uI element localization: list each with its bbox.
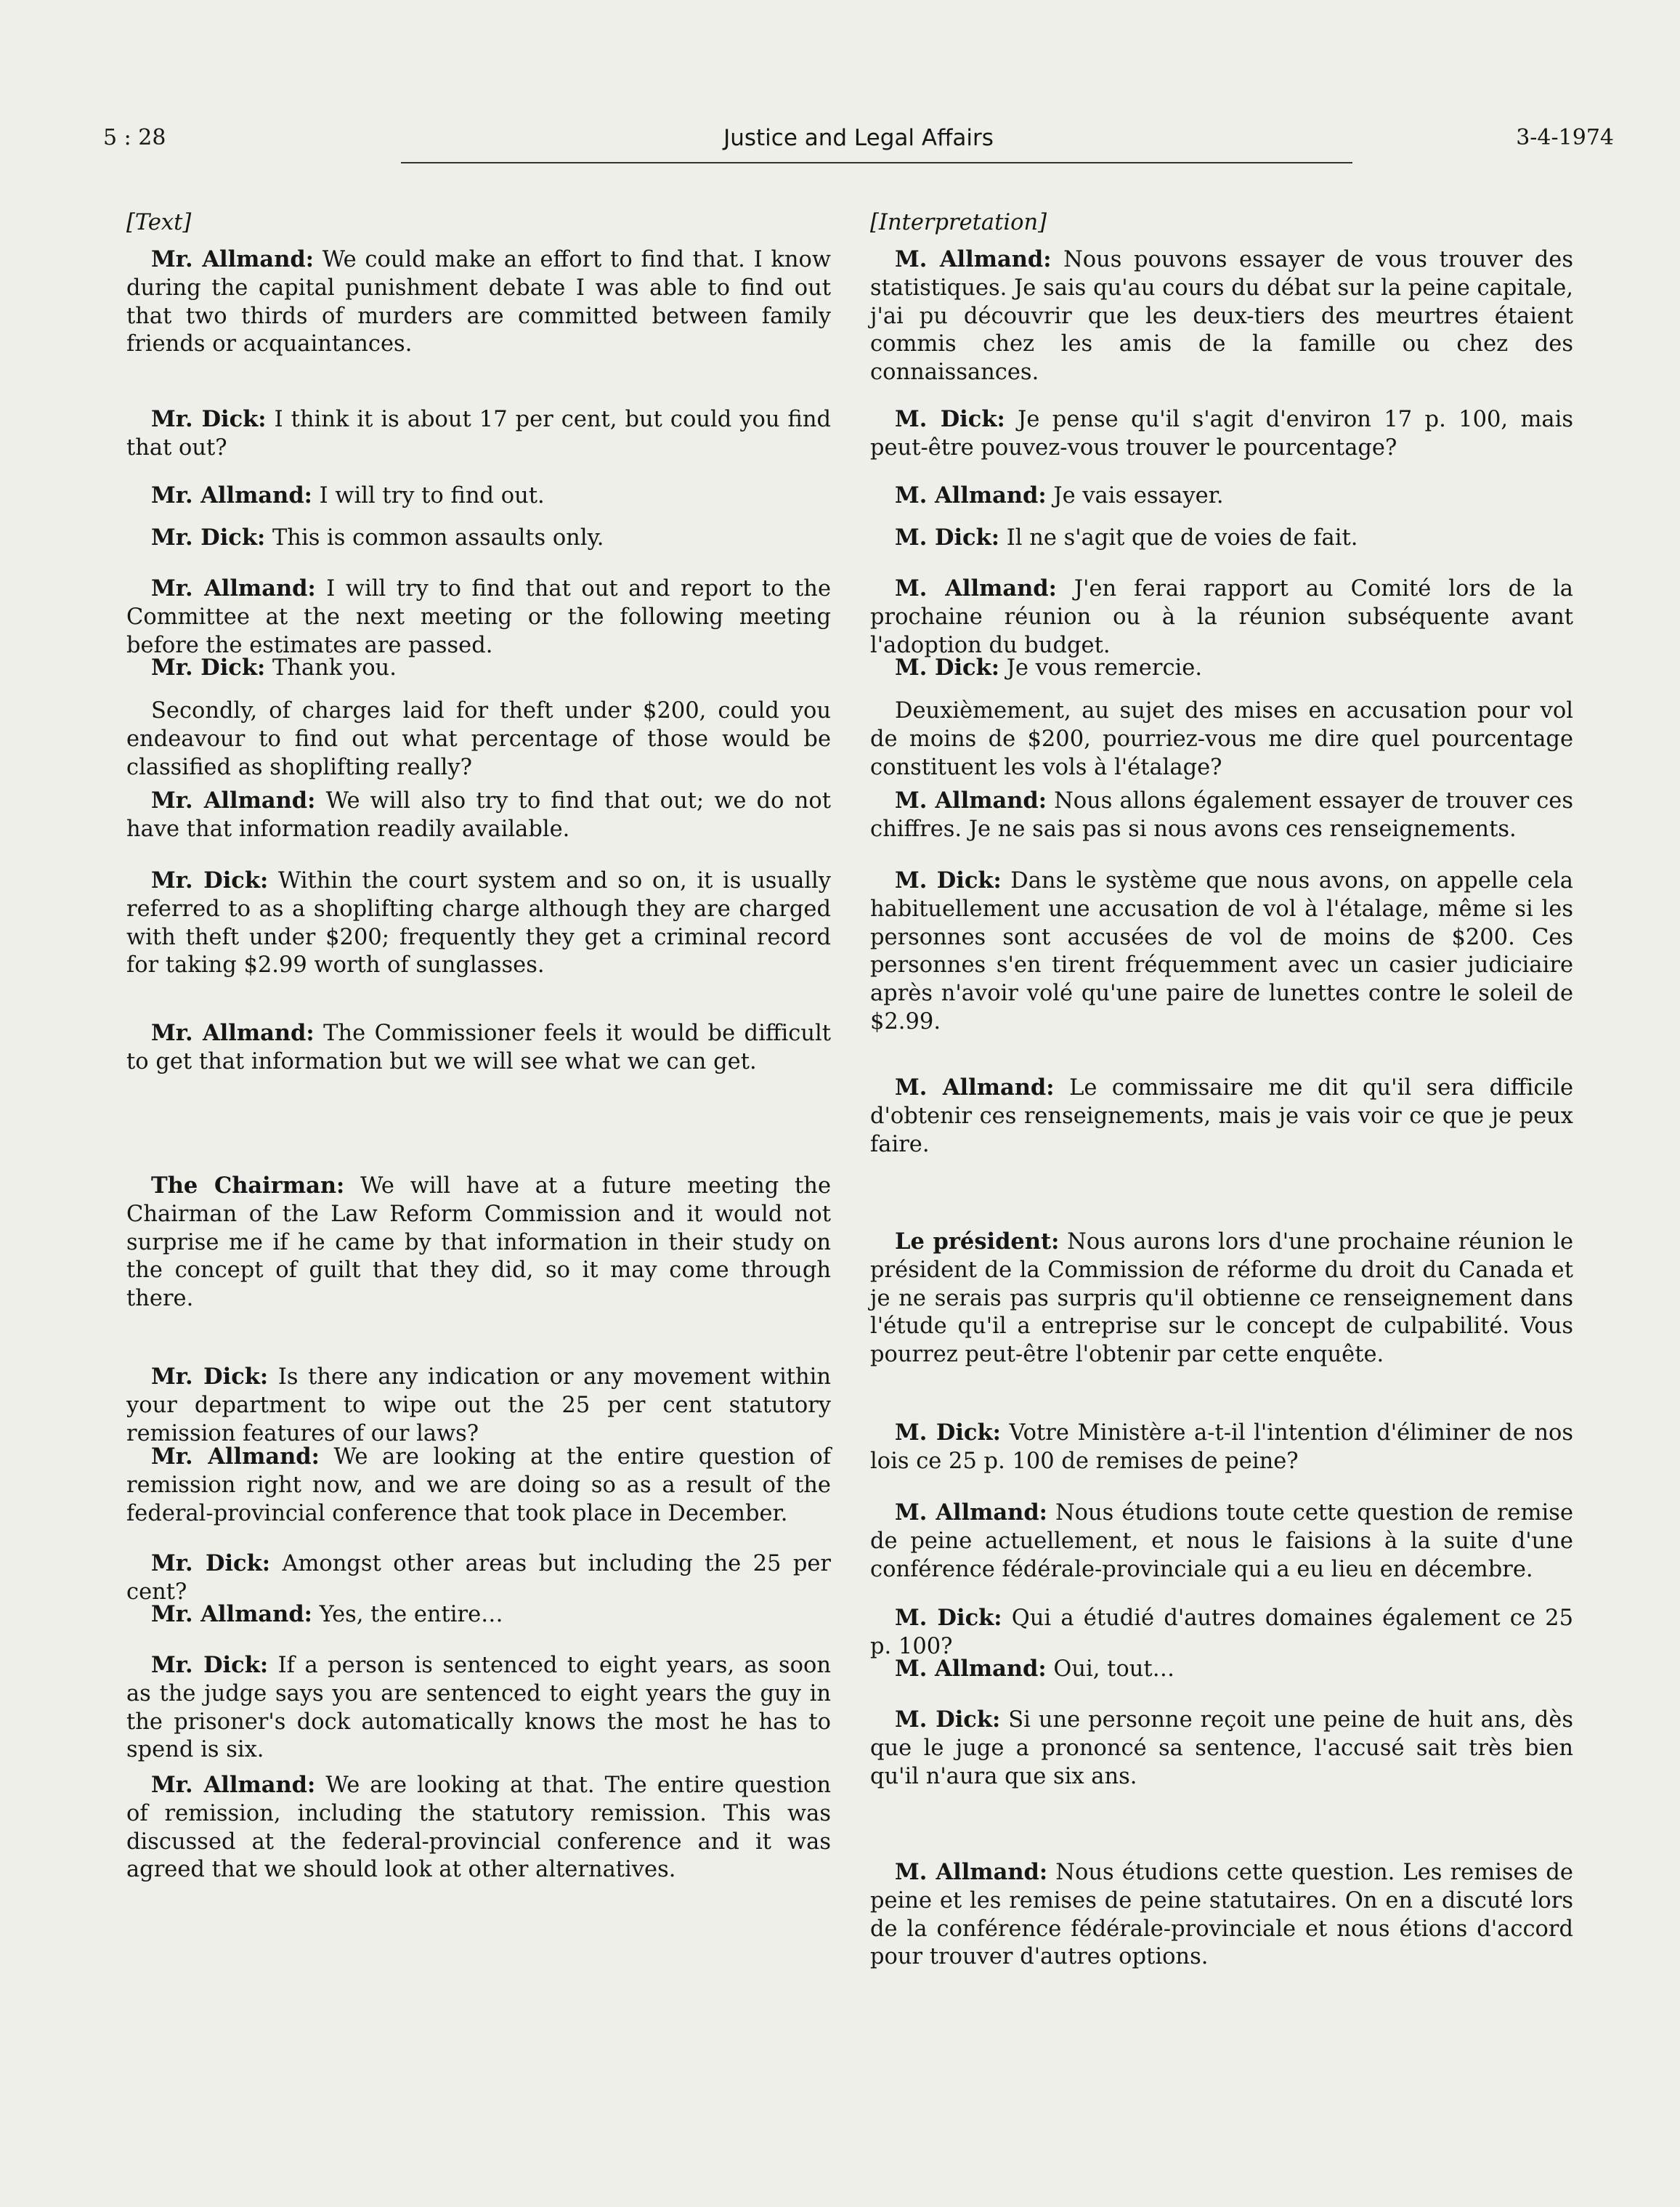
transcript-paragraph — [870, 787, 1573, 844]
transcript-paragraph — [126, 1550, 831, 1607]
speech-text: Je vais essayer. — [1053, 483, 1224, 509]
transcript-paragraph — [126, 482, 831, 511]
page-date: 3-4-1974 — [1516, 125, 1614, 150]
speaker-name: Mr. Dick: — [151, 1550, 270, 1576]
page-header — [103, 125, 1614, 161]
speaker-name: M. Allmand: — [895, 1499, 1047, 1526]
transcript-paragraph — [126, 867, 831, 980]
speaker-name: M. Allmand: — [895, 575, 1057, 602]
running-title: Justice and Legal Affairs — [723, 125, 994, 151]
speech-text: We are looking at the entire question of remission right now, and we are doing so as a result of the federal-provincial conference that took place in December. — [126, 1444, 831, 1526]
speaker-name: Mr. Allmand: — [151, 787, 316, 814]
speaker-name: M. Allmand: — [895, 1859, 1048, 1885]
speech-text: Yes, the entire… — [319, 1602, 503, 1627]
speaker-name: M. Dick: — [895, 867, 1002, 894]
transcript-paragraph — [126, 1771, 831, 1884]
speech-text: Oui, tout… — [1053, 1656, 1175, 1682]
speech-text: We will also try to find that out; we do not have that information readily available. — [126, 788, 831, 842]
transcript-paragraph — [126, 1651, 831, 1765]
speaker-name: M. Dick: — [895, 1420, 1001, 1446]
transcript-paragraph — [870, 575, 1573, 660]
transcript-paragraph — [870, 1706, 1573, 1791]
speech-text: Is there any indication or any movement within your department to wipe out the 25 per cent statutory remission features of our laws? — [126, 1364, 831, 1446]
speaker-name: M. Allmand: — [895, 246, 1052, 272]
transcript-paragraph — [870, 867, 1573, 1037]
speech-text: Thank you. — [272, 655, 397, 681]
speaker-name: M. Dick: — [895, 655, 999, 681]
transcript-paragraph — [870, 1499, 1573, 1584]
speech-text: Nous allons également essayer de trouver ces chiffres. Je ne sais pas si nous avons ces renseignements. — [870, 788, 1573, 842]
header-rule — [401, 162, 1352, 163]
speech-text: Qui a étudié d'autres domaines également ce 25 p. 100? — [870, 1605, 1573, 1659]
speaker-name: M. Dick: — [895, 525, 999, 551]
transcript-paragraph — [126, 654, 831, 683]
speaker-name: Mr. Allmand: — [151, 1601, 312, 1627]
transcript-paragraph — [126, 787, 831, 844]
speech-text: Je vous remercie. — [1006, 655, 1203, 681]
transcript-paragraph — [126, 575, 831, 660]
speech-text: Amongst other areas but including the 25 per cent? — [126, 1551, 831, 1605]
speaker-name: The Chairman: — [151, 1173, 345, 1199]
transcript-paragraph — [126, 524, 831, 553]
speaker-name: Mr. Dick: — [151, 406, 267, 432]
speech-text: Nous étudions cette question. Les remises de peine et les remises de peine statutaires. On en a discuté lors de la conférence fédérale-provinciale et nous étions d'accord pour trouver d'autres options. — [870, 1860, 1573, 1970]
speech-text: Votre Ministère a-t-il l'intention d'éliminer de nos lois ce 25 p. 100 de remises de peine? — [870, 1420, 1573, 1474]
transcript-paragraph — [870, 246, 1573, 387]
speaker-name: Mr. Allmand: — [151, 1772, 316, 1798]
page-number: 5 : 28 — [103, 125, 166, 150]
speaker-name: Mr. Dick: — [151, 655, 266, 681]
speaker-name: M. Allmand: — [895, 787, 1047, 814]
speech-text: Nous étudions toute cette question de remise de peine actuellement, et nous le faisions à la suite d'une conférence fédérale-provinciale qui a eu lieu en décembre. — [870, 1500, 1573, 1582]
speech-text: Si une personne reçoit une peine de huit ans, dès que le juge a prononcé sa sentence, l'accusé sait très bien qu'il n'aura que six ans. — [870, 1707, 1573, 1789]
transcript-paragraph — [126, 1600, 831, 1629]
speaker-name: M. Dick: — [895, 1605, 1002, 1631]
transcript-paragraph — [870, 1074, 1573, 1159]
transcript-paragraph — [126, 697, 831, 782]
transcript-paragraph — [870, 482, 1573, 511]
speaker-name: Le président: — [895, 1228, 1060, 1255]
speaker-name: Mr. Allmand: — [151, 1020, 315, 1046]
column-label: [Text] — [126, 210, 192, 235]
speech-text: Dans le système que nous avons, on appelle cela habituellement une accusation de vol à l'étalage, même si les personnes sont accusées de vol de moins de $200. Ces personnes s'en tirent fréquemment avec un casier judiciaire après n'avoir volé qu'une paire de lunettes contre le soleil de $2.99. — [870, 868, 1573, 1034]
transcript-paragraph — [126, 1019, 831, 1077]
transcript-paragraph — [126, 405, 831, 463]
speech-text: Within the court system and so on, it is usually referred to as a shoplifting charge although they are charged with theft under $200; frequently they get a criminal record for taking $2.99 worth of sunglasses. — [126, 868, 832, 979]
speaker-name: Mr. Allmand: — [151, 246, 314, 272]
speaker-name: Mr. Allmand: — [151, 575, 316, 602]
speech-text: Il ne s'agit que de voies de fait. — [1006, 525, 1358, 551]
speaker-name: Mr. Allmand: — [151, 482, 312, 509]
speaker-name: M. Dick: — [895, 1706, 1001, 1733]
transcript-paragraph — [870, 697, 1573, 782]
speech-text: I will try to find that out and report to the Committee at the next meeting or the following meeting before the estimates are passed. — [126, 576, 831, 658]
transcript-paragraph — [126, 1172, 831, 1313]
speech-text: Deuxièmement, au sujet des mises en accusation pour vol de moins de $200, pourriez-vous me dire quel pourcentage constituent les vols à l'étalage? — [870, 698, 1573, 780]
speech-text: Nous pouvons essayer de vous trouver des statistiques. Je sais qu'au cours du débat sur la peine capitale, j'ai pu découvrir que les deux-tiers des meurtres étaient commis chez les amis de la famille ou chez des connaissances. — [870, 247, 1573, 386]
speech-text: I will try to find out. — [319, 483, 545, 509]
speech-text: The Commissioner feels it would be difficult to get that information but we will see what we can get. — [126, 1021, 831, 1074]
speaker-name: M. Allmand: — [895, 1074, 1055, 1101]
transcript-paragraph — [126, 1443, 831, 1528]
speech-text: We will have at a future meeting the Chairman of the Law Reform Commission and it would not surprise me if he came by that information in their study on the concept of guilt that they did, so it may come through there. — [126, 1173, 831, 1312]
transcript-paragraph — [870, 405, 1573, 463]
transcript-paragraph — [870, 1858, 1573, 1972]
speech-text: If a person is sentenced to eight years, as soon as the judge says you are sentenced to eight years the guy in the prisoner's dock automatically knows the most he has to spend is six. — [126, 1653, 832, 1763]
transcript-paragraph — [870, 1419, 1573, 1476]
speaker-name: Mr. Allmand: — [151, 1443, 320, 1470]
speaker-name: Mr. Dick: — [151, 1652, 269, 1678]
column-label: [Interpretation] — [870, 210, 1047, 235]
transcript-paragraph — [126, 246, 831, 359]
speech-text: This is common assaults only. — [272, 525, 604, 551]
speech-text: I think it is about 17 per cent, but could you find that out? — [126, 407, 831, 461]
transcript-paragraph — [870, 1604, 1573, 1661]
speech-text: J'en ferai rapport au Comité lors de la prochaine réunion ou à la réunion subséquente avant l'adoption du budget. — [870, 576, 1573, 658]
speech-text: Le commissaire me dit qu'il sera difficile d'obtenir ces renseignements, mais je vais voir ce que je peux faire. — [870, 1075, 1573, 1157]
transcript-paragraph — [870, 1228, 1573, 1369]
speaker-name: Mr. Dick: — [151, 525, 266, 551]
speech-text: Je pense qu'il s'agit d'environ 17 p. 100, mais peut-être pouvez-vous trouver le pourcentage? — [870, 407, 1573, 461]
transcript-paragraph — [870, 524, 1573, 553]
speaker-name: Mr. Dick: — [151, 867, 269, 894]
speech-text: Secondly, of charges laid for theft under $200, could you endeavour to find out what percentage of those would be classified as shoplifting really? — [126, 698, 831, 780]
transcript-paragraph — [870, 1655, 1573, 1684]
speech-text: We are looking at that. The entire question of remission, including the statutory remission. This was discussed at the federal-provincial conference and it was agreed that we should look at other alternatives. — [126, 1773, 832, 1883]
transcript-paragraph — [126, 1363, 831, 1448]
transcript-paragraph — [870, 654, 1573, 683]
speaker-name: M. Allmand: — [895, 1656, 1047, 1682]
speech-text: We could make an effort to find that. I know during the capital punishment debate I was able to find out that two thirds of murders are committed between family friends or acquaintances. — [126, 247, 831, 357]
speaker-name: M. Dick: — [895, 406, 1005, 432]
speech-text: Nous aurons lors d'une prochaine réunion le président de la Commission de réforme du droit du Canada et je ne serais pas surpris qu'il obtienne ce renseignement dans l'étude qu'il a entreprise sur le concept de culpabilité. Vous pourrez peut-être l'obtenir par cette enquête. — [870, 1229, 1574, 1368]
speaker-name: M. Allmand: — [895, 482, 1047, 509]
speaker-name: Mr. Dick: — [151, 1364, 269, 1390]
